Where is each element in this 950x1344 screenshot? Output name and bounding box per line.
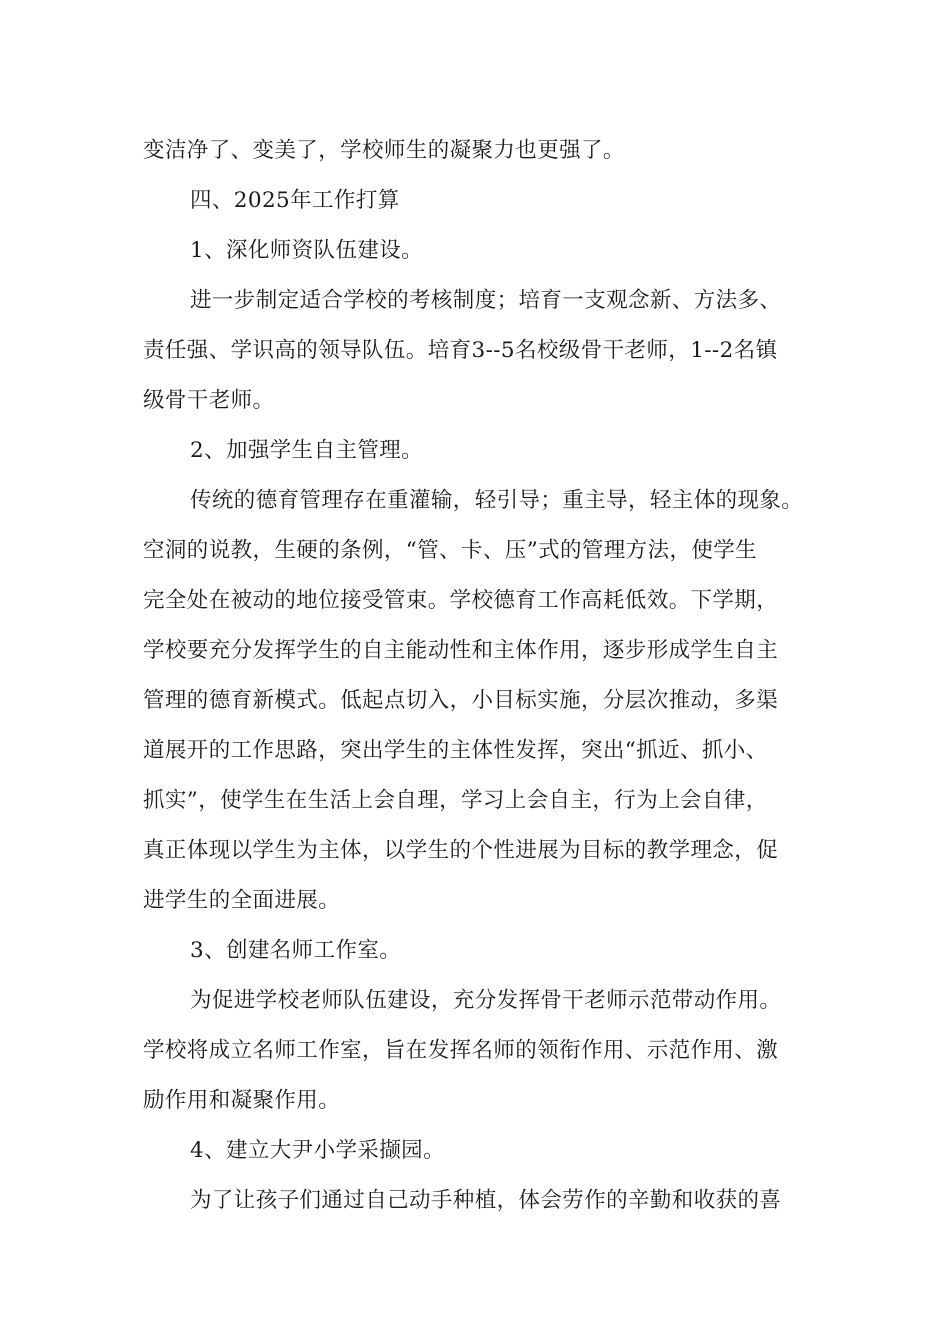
paragraph-line: 为促进学校老师队伍建设，充分发挥骨干老师示范带动作用。 — [190, 988, 782, 1013]
paragraph-line: 为了让孩子们通过自己动手种植，体会劳作的辛勤和收获的喜 — [190, 1188, 782, 1213]
paragraph-line: 级骨干老师。 — [143, 388, 275, 413]
paragraph-line: 进学生的全面进展。 — [143, 888, 341, 913]
subsection-heading: 3、创建名师工作室。 — [190, 938, 402, 963]
paragraph-line: 管理的德育新模式。低起点切入，小目标实施，分层次推动，多渠 — [143, 688, 779, 713]
paragraph-line: 学校将成立名师工作室，旨在发挥名师的领衔作用、示范作用、激 — [143, 1038, 779, 1063]
paragraph-line: 完全处在被动的地位接受管束。学校德育工作高耗低效。下学期， — [143, 588, 779, 613]
paragraph-line: 传统的德育管理存在重灌输，轻引导；重主导，轻主体的现象。 — [190, 488, 804, 513]
paragraph-line: 进一步制定适合学校的考核制度；培育一支观念新、方法多、 — [190, 288, 782, 313]
section-heading: 四、2025年工作打算 — [190, 188, 400, 213]
subsection-heading: 2、加强学生自主管理。 — [190, 438, 424, 463]
subsection-heading: 1、深化师资队伍建设。 — [190, 238, 424, 263]
paragraph-line: 真正体现以学生为主体，以学生的个性进展为目标的教学理念，促 — [143, 838, 779, 863]
paragraph-line: 励作用和凝聚作用。 — [143, 1088, 341, 1113]
paragraph-line: 责任强、学识高的领导队伍。培育3--5名校级骨干老师，1--2名镇 — [143, 338, 778, 363]
paragraph-line: 道展开的工作思路，突出学生的主体性发挥，突出“抓近、抓小、 — [143, 738, 768, 763]
paragraph-line: 变洁净了、变美了，学校师生的凝聚力也更强了。 — [143, 138, 625, 163]
paragraph-line: 空洞的说教，生硬的条例，“管、卡、压”式的管理方法，使学生 — [143, 538, 758, 563]
subsection-heading: 4、建立大尹小学采撷园。 — [190, 1138, 445, 1163]
paragraph-line: 学校要充分发挥学生的自主能动性和主体作用，逐步形成学生自主 — [143, 638, 779, 663]
paragraph-line: 抓实”，使学生在生活上会自理，学习上会自主，行为上会自律， — [143, 788, 768, 813]
